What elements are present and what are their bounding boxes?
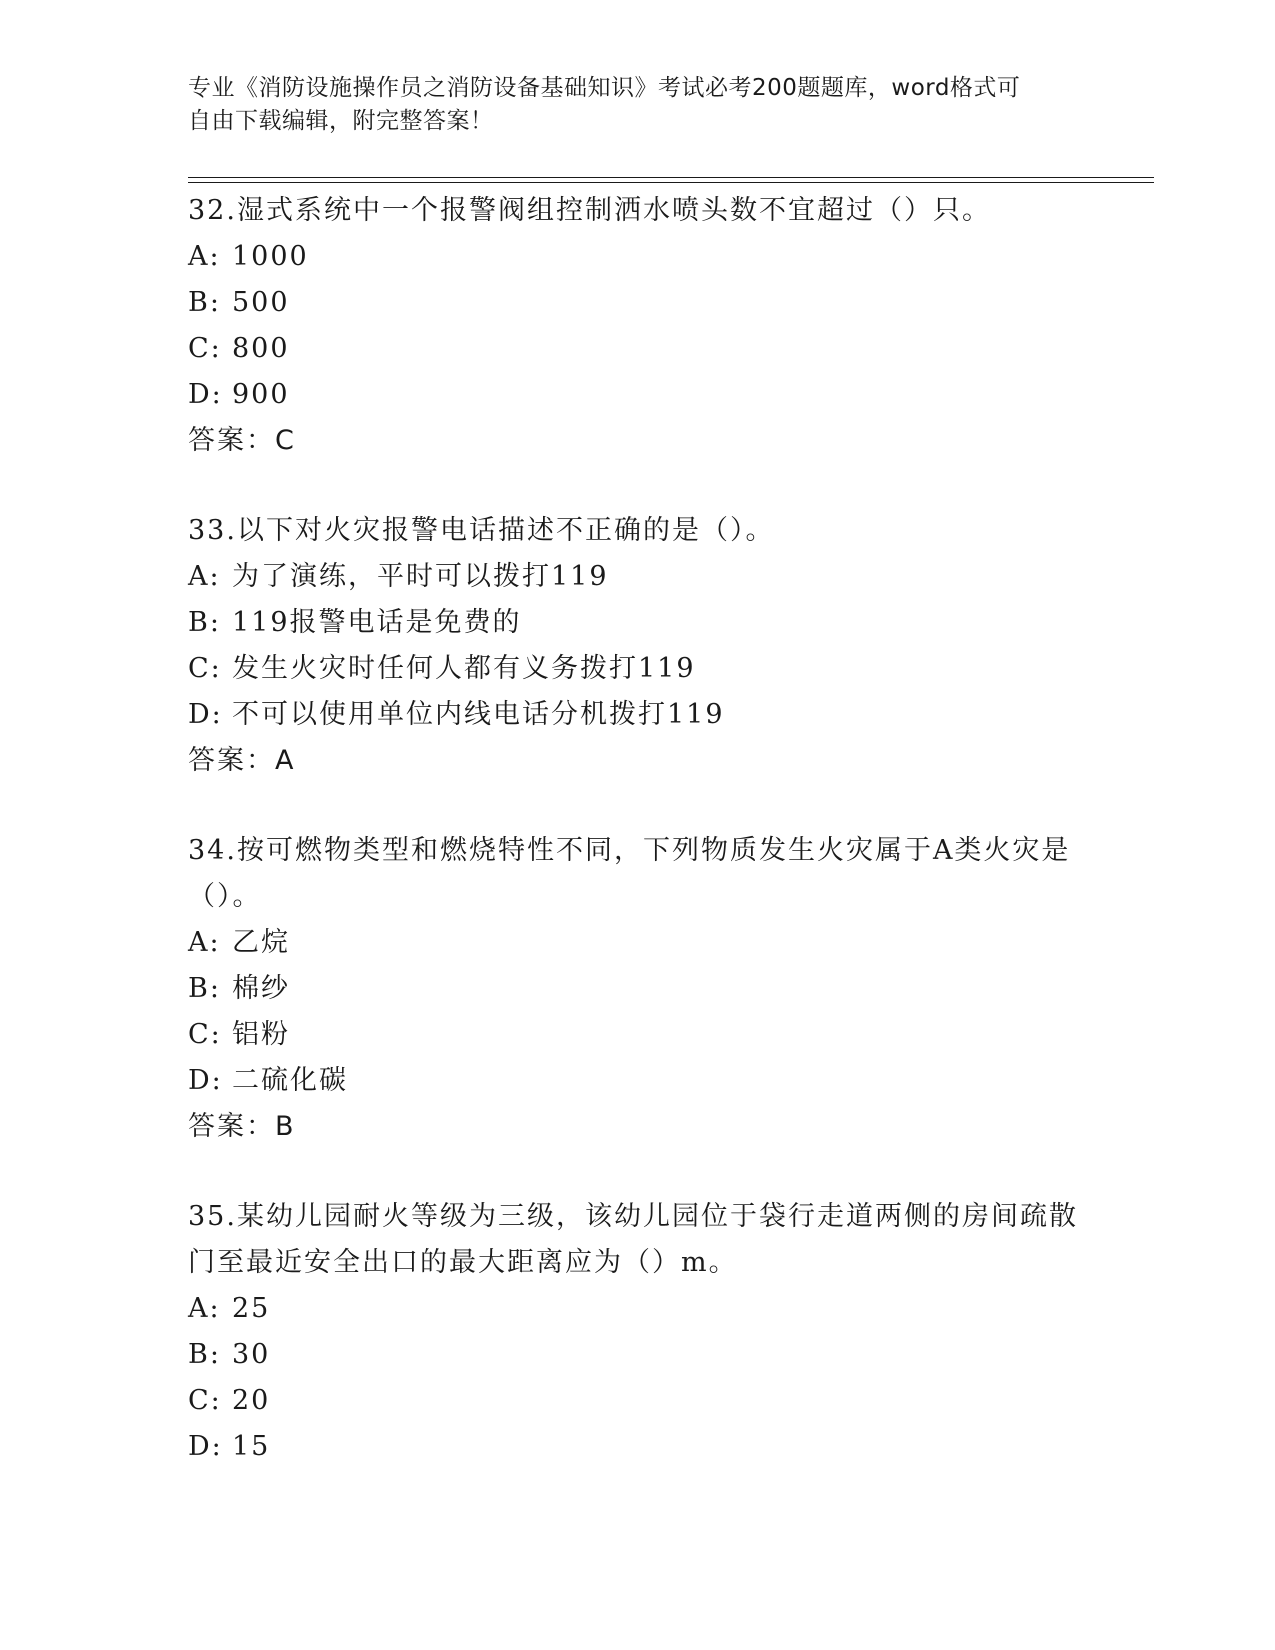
option-text: 不可以使用单位内线电话分机拨打119: [232, 699, 725, 730]
option-text: 15: [232, 1431, 271, 1462]
header-divider-bottom: [188, 182, 1154, 183]
option-letter: B:: [188, 607, 221, 638]
option-text: 发生火灾时任何人都有义务拨打119: [232, 653, 696, 684]
option-letter: D:: [188, 1065, 223, 1096]
option-d: [188, 692, 1088, 738]
option-letter: C:: [188, 1385, 222, 1416]
option-text: 铝粉: [232, 1019, 290, 1050]
option-d: [188, 1058, 1088, 1104]
option-letter: C:: [188, 1019, 222, 1050]
option-c: [188, 326, 1088, 372]
document-header: [188, 72, 1088, 138]
question-35: [188, 1194, 1088, 1470]
option-text: 800: [232, 333, 290, 364]
option-text: 二硫化碳: [232, 1065, 348, 1096]
option-text: 20: [232, 1385, 271, 1416]
option-letter: B:: [188, 1339, 221, 1370]
option-letter: A:: [188, 1293, 221, 1324]
question-34: [188, 828, 1088, 1150]
option-a: [188, 1286, 1088, 1332]
option-a: [188, 920, 1088, 966]
option-d: [188, 372, 1088, 418]
option-letter: D:: [188, 379, 223, 410]
option-text: 900: [232, 379, 290, 410]
option-text: 为了演练，平时可以拨打119: [232, 561, 609, 592]
option-letter: B:: [188, 287, 221, 318]
option-letter: A:: [188, 241, 221, 272]
option-a: [188, 234, 1088, 280]
header-line-1: 专业《消防设施操作员之消防设备基础知识》考试必考200题题库，word格式可: [188, 75, 1021, 101]
header-line-2: 自由下载编辑，附完整答案！: [188, 108, 494, 134]
answer-line: 答案：C: [188, 425, 296, 456]
question-stem: 33.以下对火灾报警电话描述不正确的是（）。: [188, 515, 775, 546]
question-32: [188, 188, 1088, 464]
question-stem: 32.湿式系统中一个报警阀组控制洒水喷头数不宜超过（）只。: [188, 195, 991, 226]
option-b: [188, 1332, 1088, 1378]
option-c: [188, 646, 1088, 692]
answer-line: 答案：A: [188, 745, 296, 776]
answer-line: 答案：B: [188, 1111, 296, 1142]
option-c: [188, 1012, 1088, 1058]
option-letter: A:: [188, 927, 221, 958]
header-divider-top: [188, 177, 1154, 178]
option-text: 棉纱: [232, 973, 290, 1004]
question-stem: 34.按可燃物类型和燃烧特性不同，下列物质发生火灾属于A类火灾是（）。: [188, 835, 1071, 912]
option-text: 30: [232, 1339, 271, 1370]
option-b: [188, 600, 1088, 646]
option-letter: B:: [188, 973, 221, 1004]
option-letter: D:: [188, 699, 223, 730]
option-text: 119报警电话是免费的: [232, 607, 522, 638]
option-b: [188, 966, 1088, 1012]
option-letter: C:: [188, 333, 222, 364]
option-text: 500: [232, 287, 290, 318]
option-d: [188, 1424, 1088, 1470]
option-letter: C:: [188, 653, 222, 684]
question-33: [188, 508, 1088, 784]
option-letter: A:: [188, 561, 221, 592]
question-list: [188, 188, 1088, 1514]
option-text: 1000: [232, 241, 309, 272]
option-b: [188, 280, 1088, 326]
option-letter: D:: [188, 1431, 223, 1462]
option-a: [188, 554, 1088, 600]
option-text: 25: [232, 1293, 271, 1324]
option-text: 乙烷: [232, 927, 290, 958]
question-stem: 35.某幼儿园耐火等级为三级，该幼儿园位于袋行走道两侧的房间疏散门至最近安全出口的最大距离应为（）m。: [188, 1201, 1078, 1278]
option-c: [188, 1378, 1088, 1424]
